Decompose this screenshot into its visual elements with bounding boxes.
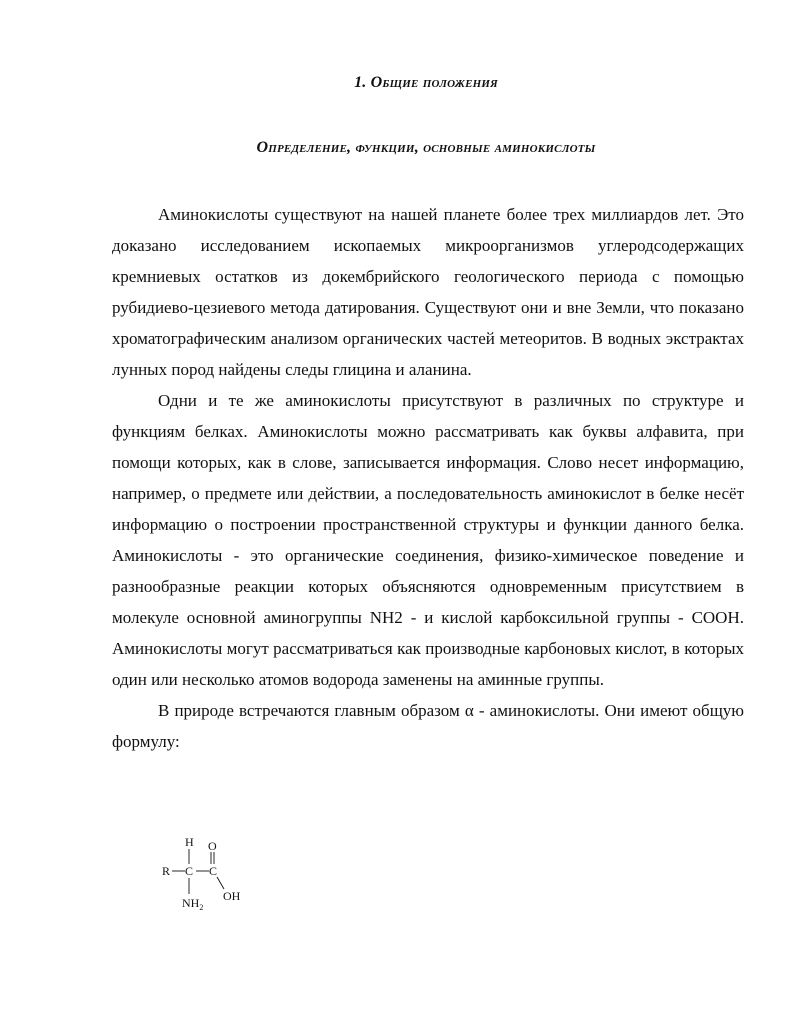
formula-c1: C [185, 864, 194, 878]
formula-o: O [208, 839, 217, 853]
section-title: Общие положения [370, 74, 498, 91]
formula-h: H [185, 835, 194, 849]
body-text [112, 199, 744, 757]
formula-diagram [152, 832, 262, 917]
formula-c2: C [209, 864, 218, 878]
formula-nh: $NH_2$ [182, 896, 204, 912]
formula-oh: OH [223, 889, 241, 903]
subsection-title: Определение, функции, основные аминокислоты [256, 139, 596, 156]
paragraph-1: Аминокислоты существуют на нашей планете более трех миллиардов лет. Это доказано исследованием ископаемых микроорганизмов углеродсодержащих кремниевых остатков из докембрийского геологического периода с помощью рубидиево-цезиевого метода датирования. Существуют они и вне Земли, что показано хроматографическим анализом органических частей метеоритов. В водных экстрактах лунных пород найдены следы глицина и аланина. [112, 205, 744, 379]
paragraph-3: В природе встречаются главным образом α - аминокислоты. Они имеют общую формулу: [112, 701, 744, 751]
paragraph-2: Одни и те же аминокислоты присутствуют в различных по структуре и функциям белках. Аминокислоты можно рассматривать как буквы алфавита, при помощи которых, как в слове, записывается информация. Слово несет информацию, например, о предмете или действии, а последовательность аминокислот в белке несёт информацию о построении пространственной структуры и функции данного белка. Аминокислоты - это органические соединения, физико-химическое поведение и разнообразные реакции которых объясняются одновременным присутствием в молекуле основной аминогруппы NH2 - и кислой карбоксильной группы - COOH. Аминокислоты могут рассматриваться как производные карбоновых кислот, в которых один или несколько атомов водорода заменены на аминные группы. [112, 391, 744, 689]
bond-c-oh [217, 877, 224, 889]
subsection-heading [0, 139, 800, 157]
amino-acid-formula [152, 832, 262, 917]
section-number: 1. [354, 74, 371, 91]
section-heading [0, 74, 800, 92]
formula-r: R [162, 864, 171, 878]
